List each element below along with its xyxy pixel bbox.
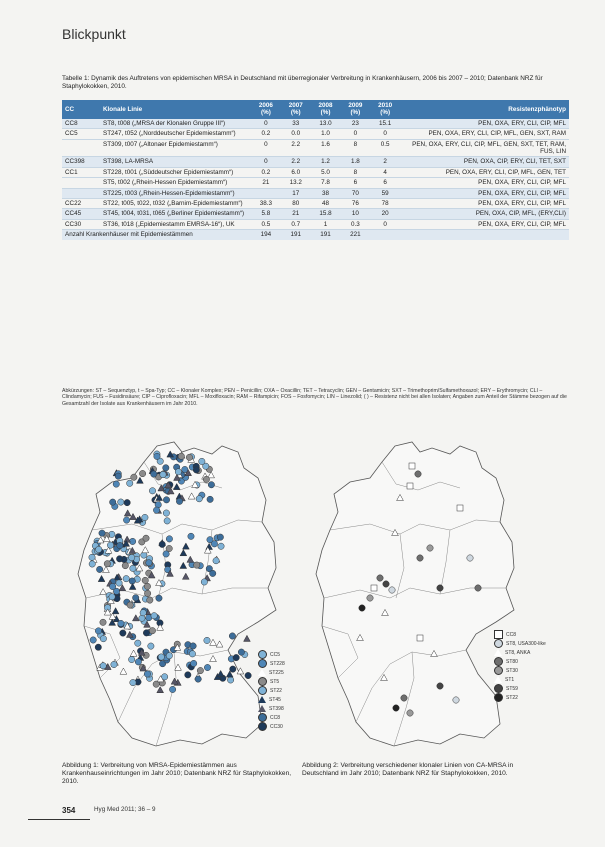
clone-cell: ST36, t018 („Epidemiestamm EMRSA-16“), UK: [100, 219, 251, 229]
legend-marker-icon: [494, 630, 503, 639]
legend-label: ST228: [270, 660, 285, 667]
map-marker: [176, 498, 182, 504]
legend-marker-icon: [258, 686, 267, 695]
value-2007: 2.2: [281, 157, 311, 167]
map-marker: [208, 482, 214, 488]
legend-marker-icon: [494, 657, 503, 666]
cc-cell: CC5: [62, 129, 100, 139]
legend-item: [494, 693, 546, 702]
table-row: [62, 167, 569, 177]
table-row: [62, 157, 569, 167]
legend-item: [258, 704, 285, 713]
clone-cell: ST22, t005, t022, t032 („Barnim-Epidemiestamm“): [100, 199, 251, 209]
map-marker: [359, 605, 365, 611]
map-marker: [142, 514, 148, 520]
value-2006: 0.5: [251, 219, 281, 229]
legend-item: [494, 666, 546, 675]
map-marker: [118, 499, 124, 505]
map-marker: [127, 480, 133, 486]
legend-item: [258, 668, 285, 677]
value-2009: 8: [340, 139, 370, 157]
map-marker: [129, 578, 135, 584]
legend-marker-icon: [258, 659, 267, 668]
map-marker: [204, 664, 210, 670]
map-marker: [159, 541, 165, 547]
cc-cell: [62, 188, 100, 198]
map-marker: [123, 575, 129, 581]
map-marker: [163, 510, 169, 516]
map-marker: [100, 619, 106, 625]
legend-item: [258, 686, 285, 695]
col-2006: 2006 (%): [251, 100, 281, 119]
map-marker: [407, 483, 413, 489]
map-marker: [189, 651, 195, 657]
table-row: [62, 188, 569, 198]
clone-cell: ST228, t001 („Süddeutscher Epidemiestamm“): [100, 167, 251, 177]
legend-label: ST225: [269, 669, 284, 676]
map-marker: [115, 473, 121, 479]
map-marker: [147, 597, 153, 603]
map2-caption: Abbildung 2: Verbreitung verschiedener klonaler Linien von CA-MRSA in Deutschland im Jahr 2010; Datenbank NRZ für Staphylokokken, 2010.: [302, 762, 514, 778]
value-2006: 0.2: [251, 167, 281, 177]
map-marker: [401, 695, 407, 701]
value-2008: 13.0: [311, 119, 341, 129]
legend-label: ST398: [269, 705, 284, 712]
map-marker: [238, 649, 244, 655]
map-marker: [163, 465, 169, 471]
clone-cell: ST398, LA-MRSA: [100, 157, 251, 167]
legend-item: [494, 630, 546, 639]
value-2006: 0: [251, 139, 281, 157]
map-marker: [204, 637, 210, 643]
table-row: [62, 129, 569, 139]
resistance-cell: PEN, OXA, ERY, CLI, CIP, MFL: [400, 178, 569, 188]
page-header: Blickpunkt: [62, 26, 126, 42]
map-marker: [229, 633, 235, 639]
clone-cell: ST5, t002 („Rhein-Hessen Epidemiestamm“): [100, 178, 251, 188]
value-2008: 1.6: [311, 139, 341, 157]
legend-label: CC8: [270, 714, 281, 721]
legend-marker-icon: [494, 684, 503, 693]
map-marker: [211, 541, 217, 547]
map-marker: [190, 643, 196, 649]
cc-cell: CC8: [62, 119, 100, 129]
map-marker: [196, 496, 202, 502]
map-marker: [169, 686, 175, 692]
map-marker: [139, 470, 145, 476]
map-marker: [164, 518, 170, 524]
map-marker: [210, 570, 216, 576]
legend-marker-icon: [258, 650, 267, 659]
value-2008: 5.0: [311, 167, 341, 177]
map-marker: [213, 558, 219, 564]
legend-marker-icon: [258, 669, 266, 676]
map-marker: [227, 677, 233, 683]
map-marker: [104, 561, 110, 567]
legend-label: ST8, USA300-like: [506, 640, 546, 647]
table-row: [62, 199, 569, 209]
value-2008: 15.8: [311, 209, 341, 219]
map-marker: [156, 595, 162, 601]
map-marker: [245, 672, 251, 678]
map-marker: [217, 534, 223, 540]
map-marker: [163, 551, 169, 557]
value-2010: 6: [370, 178, 400, 188]
resistance-cell: PEN, OXA, ERY, CLI, CIP, MFL: [400, 119, 569, 129]
map-marker: [151, 613, 157, 619]
col-clone: Klonale Linie: [100, 100, 251, 119]
map-marker: [218, 543, 224, 549]
map-marker: [95, 628, 101, 634]
legend-label: ST1: [505, 676, 515, 683]
map-marker: [185, 672, 191, 678]
legend-label: ST22: [270, 687, 282, 694]
table-row: [62, 209, 569, 219]
value-2008: 1.0: [311, 129, 341, 139]
map-marker: [153, 507, 159, 513]
map-marker: [96, 546, 102, 552]
value-2010: 20: [370, 209, 400, 219]
clone-cell: ST8, t008 („MRSA der Klonalen Gruppe III“): [100, 119, 251, 129]
total-row: [62, 230, 569, 240]
value-2010: 2: [370, 157, 400, 167]
total-2007: 191: [281, 230, 311, 240]
col-2007: 2007 (%): [281, 100, 311, 119]
value-2008: 7.8: [311, 178, 341, 188]
map-marker: [118, 620, 124, 626]
legend-marker-icon: [494, 666, 503, 675]
value-2010: 0: [370, 129, 400, 139]
cc-cell: CC1: [62, 167, 100, 177]
value-2010: 15.1: [370, 119, 400, 129]
value-2007: 6.0: [281, 167, 311, 177]
map-marker: [244, 635, 251, 641]
abbreviations-note: Abkürzungen: ST – Sequenztyp, t – Spa-Typ; CC – Klonaler Komplex; PEN – Penicillin; OXA – Oxacillin; TET – Tetracyclin; GEN – Gentamicin; SXT – Trimethoprim/Sulfamethoxazol; ERY – Erythromycin; CLI – Clindamycin; FUS – Fusidinsäure; CIP – Ciprofloxacin; MFL – Moxifloxacin; RAM – Rifampicin; FOS – Fosfomycin; LIN – Linezolid; ( ) – Resistenz nicht bei allen Isolaten; Angaben zum Anteil der Stämme bezogen auf die Gesamtzahl der Isolate aus Krankenhäusern im Jahr 2010.: [62, 388, 567, 407]
value-2009: 8: [340, 167, 370, 177]
legend-marker-icon: [494, 649, 502, 656]
legend-item: [258, 695, 285, 704]
value-2009: 70: [340, 188, 370, 198]
value-2007: 33: [281, 119, 311, 129]
map-marker: [120, 630, 126, 636]
map-marker: [166, 653, 172, 659]
table-caption: Tabelle 1: Dynamik des Auftretens von epidemischen MRSA in Deutschland mit überregionaler Verbreitung in Krankenhäusern, 2006 bis 2007 – 2010; Datenbank NRZ für Staphylokokken, 2010.: [62, 75, 543, 90]
map-marker: [140, 610, 146, 616]
legend-item: [494, 684, 546, 693]
legend-item: [494, 639, 546, 648]
legend-label: ST8, ANKA: [505, 649, 531, 656]
map1-legend: [258, 650, 285, 731]
map-marker: [437, 585, 443, 591]
value-2010: 78: [370, 199, 400, 209]
cc-cell: CC22: [62, 199, 100, 209]
total-empty: [400, 230, 569, 240]
map-ca-mrsa: [300, 438, 540, 756]
map-marker: [116, 556, 122, 562]
map-marker: [160, 471, 166, 477]
map-marker: [95, 644, 101, 650]
map-marker: [142, 577, 148, 583]
value-2009: 0: [340, 129, 370, 139]
resistance-cell: PEN, OXA, ERY, CLI, CIP, MFL: [400, 188, 569, 198]
legend-marker-icon: [258, 696, 266, 703]
table-row: [62, 178, 569, 188]
map-marker: [188, 533, 194, 539]
germany-map-2: [300, 438, 540, 756]
map-marker: [409, 463, 415, 469]
map-marker: [143, 630, 149, 636]
map-marker: [127, 602, 133, 608]
map2-legend: [494, 630, 546, 702]
value-2006: 21: [251, 178, 281, 188]
value-2006: 0: [251, 157, 281, 167]
page-number: 354: [62, 806, 76, 815]
map-marker: [367, 595, 373, 601]
map-marker: [90, 637, 96, 643]
legend-marker-icon: [494, 639, 503, 648]
map-marker: [389, 587, 395, 593]
value-2009: 1.8: [340, 157, 370, 167]
value-2010: 4: [370, 167, 400, 177]
map-marker: [144, 583, 150, 589]
value-2009: 10: [340, 209, 370, 219]
map-marker: [122, 562, 128, 568]
map-marker: [123, 517, 129, 523]
value-2007: 80: [281, 199, 311, 209]
resistance-cell: PEN, OXA, ERY, CLI, CIP, MFL, GEN, SXT, TET, RAM, FUS, LIN: [400, 139, 569, 157]
legend-label: ST45: [269, 696, 281, 703]
clone-cell: ST309, t007 („Altonaer Epidemiestamm“): [100, 139, 251, 157]
map-marker: [96, 566, 102, 572]
value-2009: 6: [340, 178, 370, 188]
value-2006: [251, 188, 281, 198]
map-marker: [457, 505, 463, 511]
map-marker: [128, 554, 134, 560]
map-marker: [453, 697, 459, 703]
map-marker: [128, 656, 134, 662]
map-marker: [148, 643, 154, 649]
map-marker: [132, 595, 138, 601]
footer-rule: [28, 819, 90, 820]
resistance-cell: PEN, OXA, ERY, CLI, CIP, MFL: [400, 219, 569, 229]
value-2007: 13.2: [281, 178, 311, 188]
map-marker: [109, 583, 115, 589]
table-row: [62, 119, 569, 129]
map-marker: [166, 536, 172, 542]
map-marker: [109, 499, 115, 505]
value-2009: 0.3: [340, 219, 370, 229]
legend-label: CC8: [506, 631, 517, 638]
cc-cell: CC30: [62, 219, 100, 229]
legend-item: [258, 677, 285, 686]
map-marker: [415, 471, 421, 477]
col-2009: 2009 (%): [340, 100, 370, 119]
value-2010: 0: [370, 219, 400, 229]
map-marker: [407, 710, 413, 716]
map-marker: [195, 676, 201, 682]
map-marker: [377, 575, 383, 581]
map-marker: [130, 679, 136, 685]
legend-label: CC5: [270, 651, 281, 658]
map-marker: [393, 705, 399, 711]
value-2006: 5.8: [251, 209, 281, 219]
legend-label: CC30: [270, 723, 283, 730]
legend-item: [494, 675, 546, 684]
map-marker: [124, 499, 130, 505]
legend-item: [258, 713, 285, 722]
value-2006: 38.3: [251, 199, 281, 209]
map-marker: [113, 481, 119, 487]
resistance-cell: PEN, OXA, CIP, ERY, CLI, TET, SXT: [400, 157, 569, 167]
col-resistance: Resistenzphänotyp: [400, 100, 569, 119]
resistance-cell: PEN, OXA, CIP, MFL, (ERY,CLI): [400, 209, 569, 219]
map-marker: [190, 660, 196, 666]
map-marker: [417, 555, 423, 561]
map-marker: [111, 661, 117, 667]
value-2009: 23: [340, 119, 370, 129]
map-marker: [149, 627, 155, 633]
map-marker: [230, 666, 236, 672]
legend-item: [494, 657, 546, 666]
map-marker: [467, 555, 473, 561]
table-row: [62, 139, 569, 157]
map-marker: [199, 458, 205, 464]
value-2006: 0: [251, 119, 281, 129]
map-marker: [135, 640, 141, 646]
map-marker: [201, 579, 207, 585]
total-2008: 191: [311, 230, 341, 240]
total-2010: [370, 230, 400, 240]
cc-cell: CC45: [62, 209, 100, 219]
map-marker: [109, 594, 115, 600]
cc-cell: [62, 139, 100, 157]
map1-caption: Abbildung 1: Verbreitung von MRSA-Epidemiestämmen aus Krankenhauseinrichtungen im Jahr 2010; Datenbank NRZ für Staphylokokken, 2010.: [62, 762, 292, 786]
map-marker: [144, 671, 150, 677]
map-marker: [427, 545, 433, 551]
map-marker: [144, 590, 150, 596]
value-2008: 38: [311, 188, 341, 198]
legend-item: [494, 648, 546, 657]
map-marker: [233, 654, 239, 660]
legend-marker-icon: [258, 722, 267, 731]
legend-marker-icon: [258, 677, 267, 686]
map-marker: [178, 453, 184, 459]
map-marker: [107, 542, 113, 548]
map-marker: [130, 565, 136, 571]
value-2008: 48: [311, 199, 341, 209]
map-marker: [131, 474, 137, 480]
legend-label: ST59: [506, 685, 518, 692]
map-marker: [143, 535, 149, 541]
germany-outline: [316, 442, 517, 746]
map-marker: [100, 663, 106, 669]
map-marker: [146, 560, 152, 566]
resistance-cell: PEN, OXA, ERY, CLI, CIP, MFL, GEN, TET: [400, 167, 569, 177]
cc-cell: [62, 178, 100, 188]
journal-citation: Hyg Med 2011; 36 – 9: [94, 806, 156, 813]
map-marker: [117, 542, 123, 548]
map-marker: [193, 467, 199, 473]
total-label: Anzahl Krankenhäuser mit Epidemiestämmen: [62, 230, 251, 240]
resistance-cell: PEN, OXA, ERY, CLI, CIP, MFL, GEN, SXT, RAM: [400, 129, 569, 139]
map-marker: [194, 562, 200, 568]
map-marker: [89, 554, 95, 560]
col-2010: 2010 (%): [370, 100, 400, 119]
value-2010: 59: [370, 188, 400, 198]
map-marker: [135, 659, 141, 665]
value-2006: 0.2: [251, 129, 281, 139]
value-2007: 17: [281, 188, 311, 198]
legend-label: ST30: [506, 667, 518, 674]
map-marker: [437, 683, 443, 689]
map-marker: [371, 585, 377, 591]
col-2008: 2008 (%): [311, 100, 341, 119]
map-marker: [89, 561, 95, 567]
value-2007: 0.7: [281, 219, 311, 229]
legend-label: ST5: [270, 678, 280, 685]
map-marker: [207, 496, 213, 502]
map-marker: [175, 469, 181, 475]
legend-marker-icon: [258, 713, 267, 722]
total-2006: 194: [251, 230, 281, 240]
map-marker: [154, 453, 160, 459]
map-marker: [116, 580, 122, 586]
legend-marker-icon: [494, 693, 503, 702]
map-marker: [163, 497, 169, 503]
mrsa-table: [62, 100, 569, 240]
map-marker: [197, 667, 203, 673]
map-marker: [100, 635, 106, 641]
value-2010: 0.5: [370, 139, 400, 157]
clone-cell: ST225, t003 („Rhein-Hessen-Epidemiestamm“): [100, 188, 251, 198]
legend-label: ST80: [506, 658, 518, 665]
legend-item: [258, 659, 285, 668]
value-2007: 21: [281, 209, 311, 219]
map-marker: [417, 635, 423, 641]
col-cc: CC: [62, 100, 100, 119]
legend-label: ST22: [506, 694, 518, 701]
map-marker: [186, 454, 192, 460]
legend-item: [258, 722, 285, 731]
value-2007: 0.0: [281, 129, 311, 139]
total-2009: 221: [340, 230, 370, 240]
value-2008: 1: [311, 219, 341, 229]
map-marker: [99, 530, 105, 536]
legend-item: [258, 650, 285, 659]
map-marker: [151, 471, 157, 477]
legend-marker-icon: [258, 705, 266, 712]
map-marker: [203, 476, 209, 482]
map-marker: [475, 585, 481, 591]
value-2008: 1.2: [311, 157, 341, 167]
clone-cell: ST45, t004, t031, t065 („Berliner Epidemiestamm“): [100, 209, 251, 219]
table-header-row: [62, 100, 569, 119]
table-row: [62, 219, 569, 229]
map-marker: [383, 581, 389, 587]
value-2009: 76: [340, 199, 370, 209]
cc-cell: CC398: [62, 157, 100, 167]
value-2007: 2.2: [281, 139, 311, 157]
map-marker: [158, 654, 164, 660]
legend-marker-icon: [494, 676, 502, 683]
resistance-cell: PEN, OXA, ERY, CLI, CIP, MFL: [400, 199, 569, 209]
clone-cell: ST247, t052 („Norddeutscher Epidemiestamm“): [100, 129, 251, 139]
map-marker: [149, 488, 155, 494]
